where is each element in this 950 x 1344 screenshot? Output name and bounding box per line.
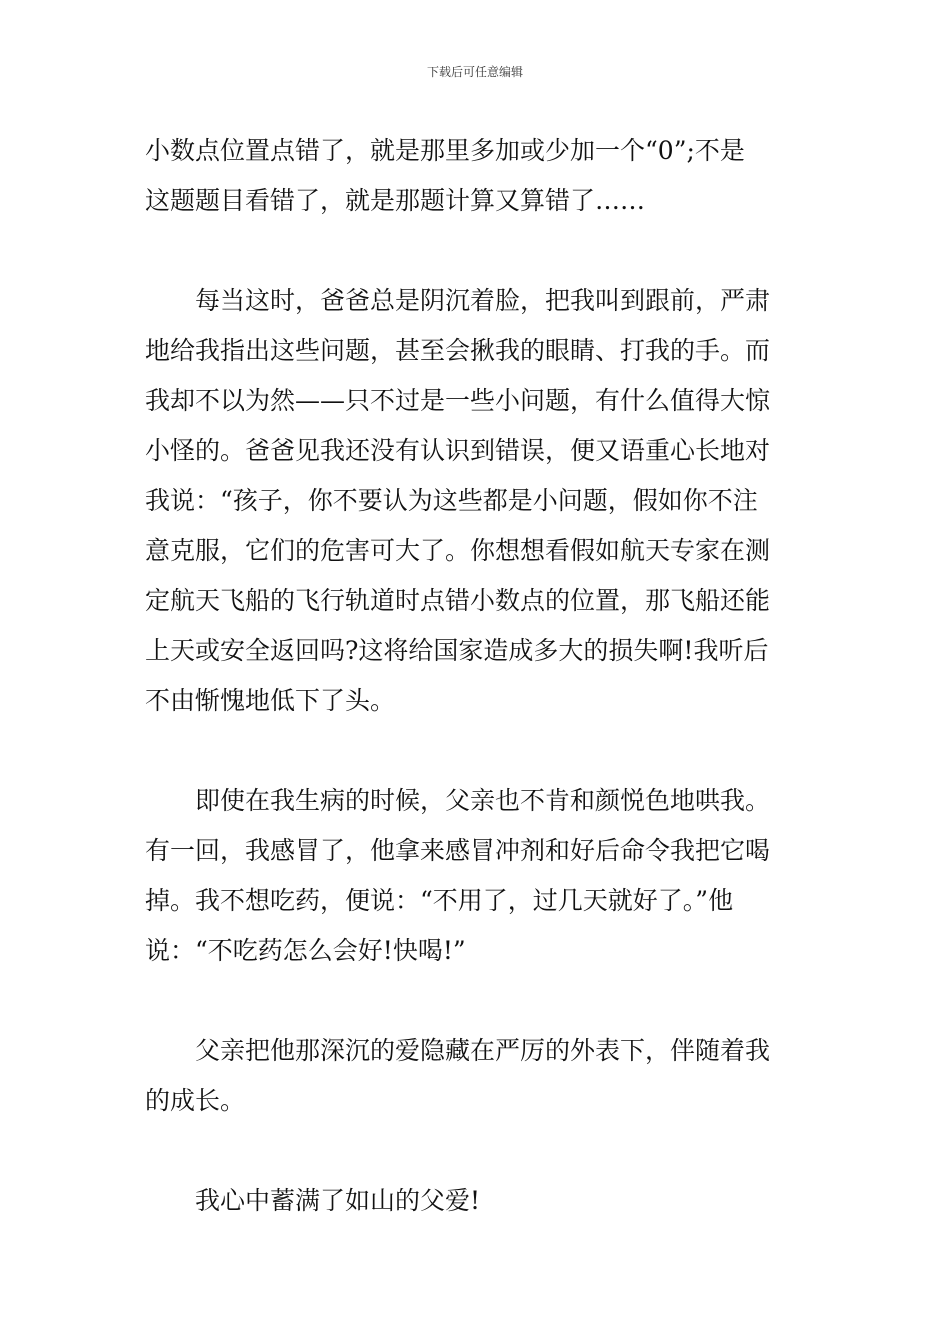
text-line: 我心中蓄满了如山的父爱! <box>195 1186 481 1215</box>
text-line: 说：“不吃药怎么会好!快喝!” <box>145 936 466 965</box>
paragraph-2 <box>145 276 811 726</box>
text-line: 我说：“孩子，你不要认为这些都是小问题，假如你不注 <box>145 486 758 515</box>
paragraph-5 <box>145 1176 811 1226</box>
text-line: 定航天飞船的飞行轨道时点错小数点的位置，那飞船还能 <box>145 586 771 615</box>
page-header-note: 下载后可任意编辑 <box>426 65 523 79</box>
text-line: 父亲把他那深沉的爱隐藏在严厉的外表下，伴随着我 <box>195 1036 771 1065</box>
text-line: 小怪的。爸爸见我还没有认识到错误，便又语重心长地对 <box>145 436 771 465</box>
text-line: 即使在我生病的时候，父亲也不肯和颜悦色地哄我。 <box>195 786 771 815</box>
paragraph-3 <box>145 776 811 976</box>
text-line: 这题题目看错了，就是那题计算又算错了…… <box>145 186 646 215</box>
text-line: 小数点位置点错了，就是那里多加或少加一个“0”;不是 <box>145 136 745 165</box>
text-line: 的成长。 <box>145 1086 246 1115</box>
text-line: 掉。我不想吃药，便说：“不用了，过几天就好了。”他 <box>145 886 734 915</box>
paragraph-1 <box>145 126 811 226</box>
document-body <box>145 126 811 1226</box>
text-line: 上天或安全返回吗?这将给国家造成多大的损失啊!我听后 <box>145 636 769 665</box>
text-line: 有一回，我感冒了，他拿来感冒冲剂和好后命令我把它喝 <box>145 836 771 865</box>
paragraph-4 <box>145 1026 811 1126</box>
text-line: 意克服，它们的危害可大了。你想想看假如航天专家在测 <box>145 536 771 565</box>
text-line: 不由惭愧地低下了头。 <box>145 686 396 715</box>
text-line: 每当这时，爸爸总是阴沉着脸，把我叫到跟前，严肃 <box>195 286 771 315</box>
text-line: 地给我指出这些问题，甚至会揪我的眼睛、打我的手。而 <box>145 336 771 365</box>
text-line: 我却不以为然——只不过是一些小问题，有什么值得大惊 <box>145 386 771 415</box>
